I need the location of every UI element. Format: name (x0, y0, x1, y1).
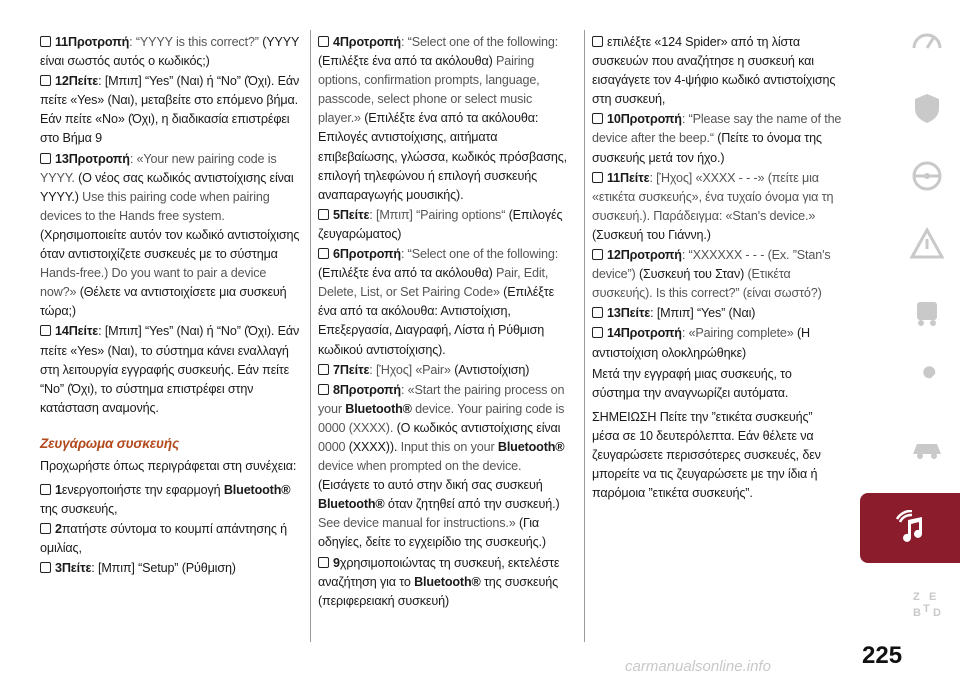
tab-emergency[interactable] (894, 282, 960, 342)
intro-text: Προχωρήστε όπως περιγράφεται στη συνέχεια: (40, 458, 297, 473)
step-9-continued: επιλέξτε «124 Spider» από τη λίστα συσκευών που αναζήτησε η συσκευή και εισαγάγετε τον 4-ψήφιο κωδικό αντιστοίχισης στη συσκευή, (592, 35, 836, 107)
checkbox-icon (40, 36, 51, 47)
step-13-say: 13Πείτε: [Μπιπ] “Yes” (Ναι) (592, 304, 842, 323)
checkbox-icon (318, 36, 329, 47)
checkbox-icon (40, 523, 51, 534)
tab-starting[interactable] (894, 146, 960, 206)
step-5-say: 5Πείτε: [Μπιπ] “Pairing options“ (Επιλογές ζευγαρώματος) (318, 207, 563, 241)
tab-dashboard[interactable] (894, 10, 960, 70)
chapter-sidebar (888, 0, 960, 678)
tab-multimedia[interactable] (860, 493, 960, 563)
step-7-say: 7Πείτε: [Ήχος] «Pair» (Αντιστοίχιση) (318, 361, 576, 380)
step-12-say: 12Πείτε: [Μπιπ] “Yes” (Ναι) ή “No” (Όχι). Εάν πείτε «Yes» (Ναι), μεταβείτε στο επόμενο βήμα. Εάν πείτε «No» (Όχι), η διαδικασία επιστρέφει στο Βήμα 9 (40, 74, 300, 146)
column-2 (318, 33, 576, 612)
note-paragraph: ΣΗΜΕΙΩΣΗ Πείτε την ”ετικέτα συσκευής” μέσα σε 10 δευτερόλεπτα. Εάν θέλετε να ζευγαρώσετε περισσότερες συσκευές, δεν μπορείτε να τις ζευγαρώσετε με την ίδια ή παρόμοια ”ετικέτα συσκευής”. (592, 409, 821, 501)
steering-wheel-icon (909, 158, 945, 194)
checkbox-icon (318, 364, 329, 375)
checkbox-icon (40, 75, 51, 86)
tab-warning[interactable] (894, 214, 960, 274)
column-divider (584, 30, 585, 642)
tab-index[interactable] (894, 574, 960, 634)
gauge-icon (909, 22, 945, 58)
svg-text:Z: Z (913, 591, 920, 603)
tab-specifications[interactable] (894, 418, 960, 478)
checkbox-icon (592, 307, 603, 318)
step-13-prompt: 13Προτροπή: «Your new pairing code is YYYY. (Ο νέος σας κωδικός αντιστοίχισης είναι YYYY.) Use this pairing code when pairing devices to the Hands free system. (Χρησιμοποιείτε αυτόν τον κωδικό αντιστοίχισης όταν αντιστοιχίζετε συσκευές με το σύστημα Hands-free.) Do you want to pair a device now?» (Θέλετε να αντιστοιχίσετε μια συσκευή τώρα;) (40, 151, 300, 319)
warning-triangle-icon (909, 226, 945, 262)
column-3 (592, 33, 842, 508)
step-3-say: 3Πείτε: [Μπιπ] “Setup” (Ρύθμιση) (40, 559, 302, 578)
column-divider (310, 30, 311, 642)
column-1 (40, 33, 302, 580)
page-number: 225 (862, 642, 903, 669)
checkbox-icon (592, 36, 603, 47)
checkbox-icon (40, 325, 51, 336)
step-10-prompt: 10Προτροπή: “Please say the name of the device after the beep.“ (Πείτε το όνομα της συσκευής μετά τον ήχο.) (592, 112, 842, 165)
svg-text:B: B (913, 607, 921, 619)
step-6-prompt: 6Προτροπή: “Select one of the following: (Επιλέξτε ένα από τα ακόλουθα) Pair, Edit, Delete, List, or Set Pairing Code» (Επιλέξτε ένα από τα ακόλουθα: Αντιστοίχιση, Επεξεργασία, Διαγραφή, Λίστα ή Ρύθμιση κωδικού αντιστοίχισης). (318, 247, 559, 357)
alphabet-index-icon (909, 586, 945, 622)
checkbox-icon (318, 557, 329, 568)
checkbox-icon (592, 172, 603, 183)
step-14-prompt: 14Προτροπή: «Pairing complete» (Η αντιστοίχιση ολοκληρώθηκε) (592, 326, 810, 360)
step-4-prompt: 4Προτροπή: “Select one of the following: (Επιλέξτε ένα από τα ακόλουθα) Pairing options, confirmation prompts, language, passcode, select phone or select music player.» (Επιλέξτε ένα από τα ακόλουθα: Επιλογές αντιστοίχισης, αιτήματα επιβεβαίωσης, γλώσσα, κωδικός πρόσβασης, επιλογή τηλεφώνου ή επιλογή συσκευής αναπαραγωγής μουσικής). (318, 35, 568, 202)
checkbox-icon (592, 327, 603, 338)
paragraph-auto-recognize: Μετά την εγγραφή μιας συσκευής, το σύστημα την αναγνωρίζει αυτόματα. (592, 366, 792, 400)
svg-text:T: T (923, 603, 930, 615)
tow-icon (909, 294, 945, 330)
checkbox-icon (318, 209, 329, 220)
svg-text:D: D (933, 607, 941, 619)
multimedia-icon (892, 510, 928, 546)
checkbox-icon (40, 562, 51, 573)
checkbox-icon (40, 484, 51, 495)
wrench-icon (909, 362, 945, 398)
section-heading: Ζευγάρωμα συσκευής (40, 435, 179, 451)
checkbox-icon (318, 384, 329, 395)
step-11-say: 11Πείτε: [Ήχος] «XXXX - - -» (πείτε μια «ετικέτα συσκευής», ένα τυχαίο όνομα για τη συσκευή.). Παράδειγμα: «Stan's device.» (Συσκευή του Γιάννη.) (592, 170, 834, 242)
tab-maintenance[interactable] (894, 350, 960, 410)
step-2: 2πατήστε σύντομα το κουμπί απάντησης ή ομιλίας, (40, 522, 288, 556)
step-9: 9χρησιμοποιώντας τη συσκευή, εκτελέστε αναζήτηση για το Bluetooth® της συσκευής (περιφερειακή συσκευή) (318, 555, 560, 608)
step-12-prompt: 12Προτροπή: “XXXXXX - - - (Ex. ”Stan's device”) (Συσκευή του Σταν) (Ετικέτα συσκευής). Is this correct?” (είναι σωστό?) (592, 248, 831, 301)
checkbox-icon (592, 113, 603, 124)
step-14-say: 14Πείτε: [Μπιπ] “Yes” (Ναι) ή “No” (Όχι). Εάν πείτε «Yes» (Ναι), το σύστημα κάνει εναλλαγή στη λειτουργία εγγραφής συσκευής. Εάν πείτε “No” (Όχι), το σύστημα επιστρέφει στην κατάσταση αναμονής. (40, 324, 300, 415)
checkbox-icon (592, 249, 603, 260)
checkbox-icon (318, 248, 329, 259)
car-icon (909, 430, 945, 466)
step-8-prompt: 8Προτροπή: «Start the pairing process on your Bluetooth® device. Your pairing code is 0000 (XXXX). (Ο κωδικός αντιστοίχισης είναι 0000 (XXXX)). Input this on your Bluetooth® device when prompted on the device. (Εισάγετε το αυτό στην δική σας συσκευή Bluetooth® όταν ζητηθεί από την συσκευή.) See device manual for instructions.» (Για οδηγίες, δείτε το εγχειρίδιο της συσκευής.) (318, 382, 565, 550)
tab-safety[interactable] (894, 78, 960, 138)
watermark: carmanualsonline.info (625, 658, 771, 675)
shield-icon (909, 90, 945, 126)
svg-text:E: E (929, 591, 937, 603)
checkbox-icon (40, 153, 51, 164)
step-1: 1ενεργοποιήστε την εφαρμογή Bluetooth® της συσκευής, (40, 483, 291, 517)
step-11-prompt: 11Προτροπή: “YYYY is this correct?” (YYYY είναι σωστός αυτός ο κωδικός;) (40, 35, 300, 69)
